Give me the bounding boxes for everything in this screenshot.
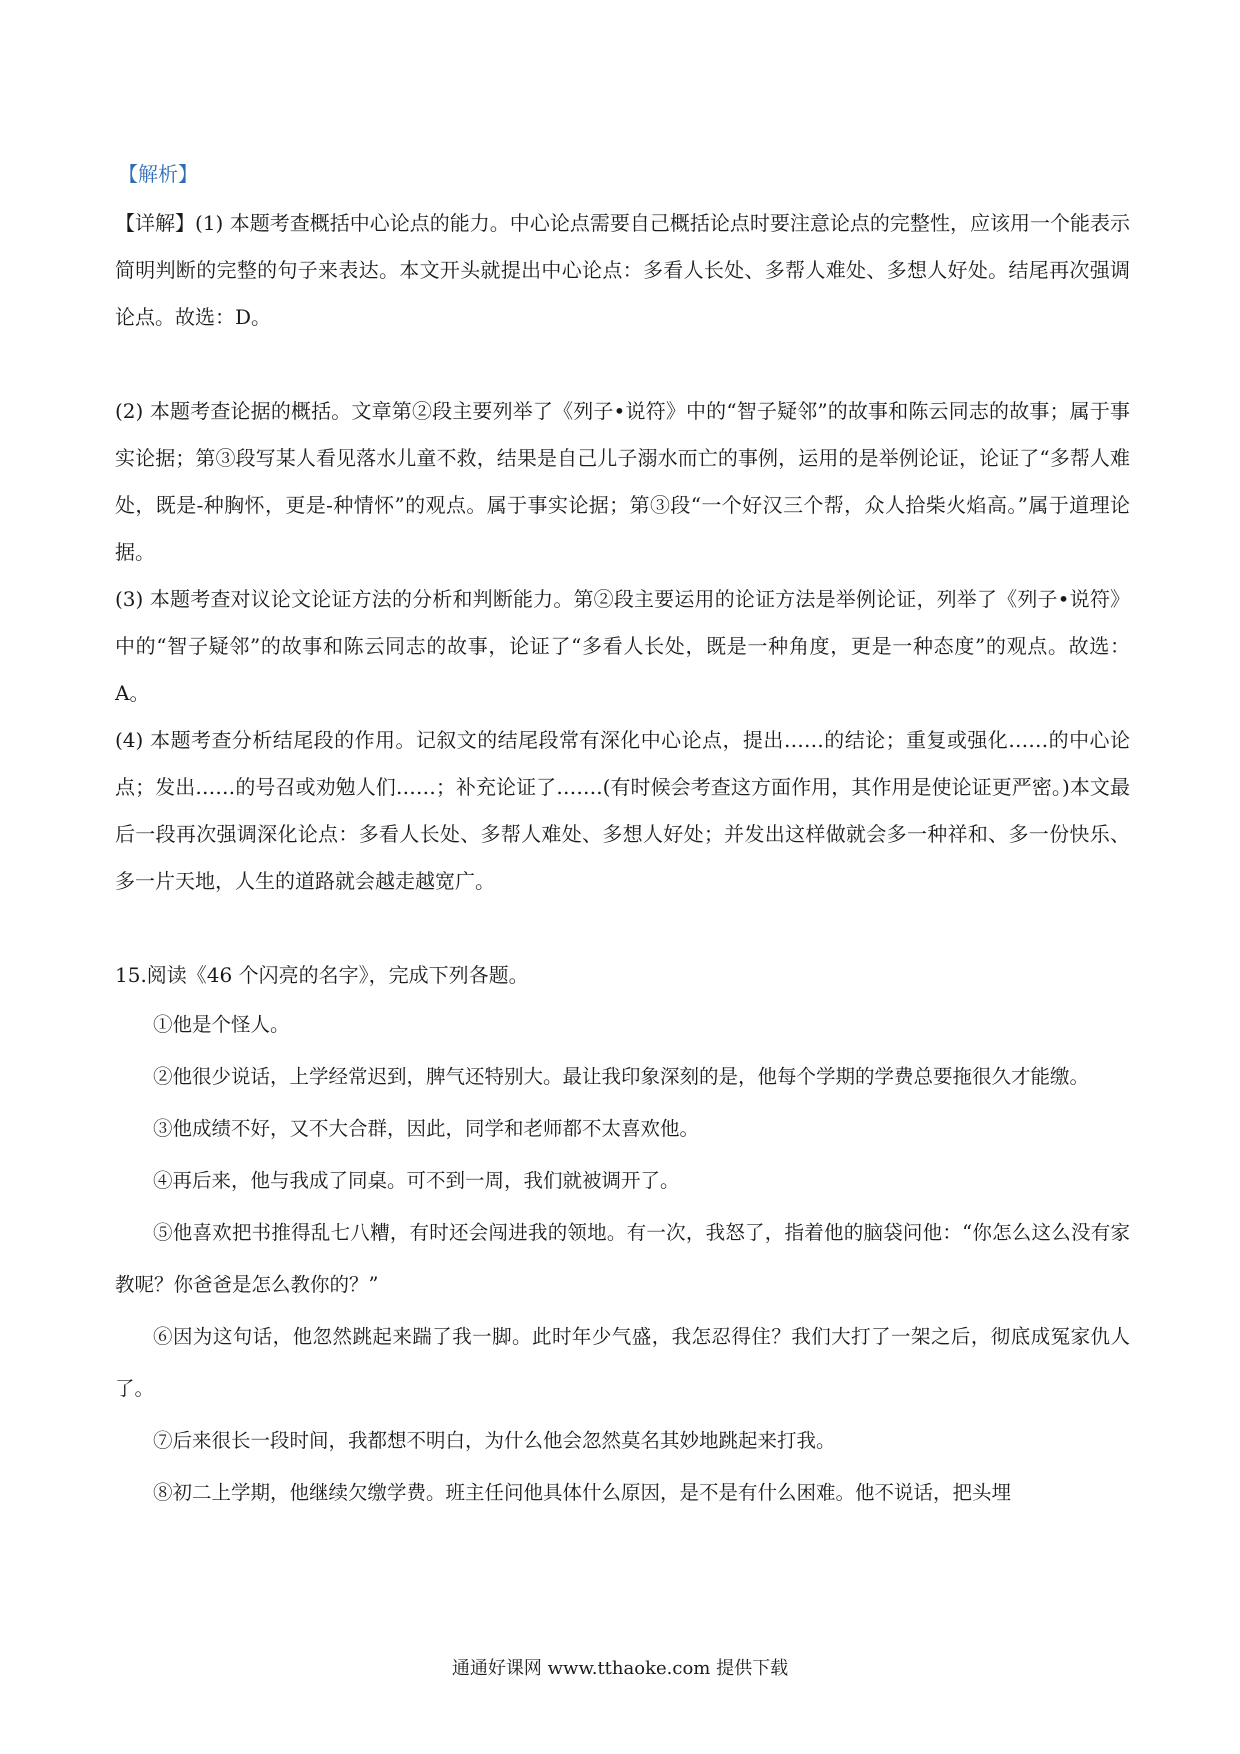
passage-paragraph-3: ③他成绩不好，又不大合群，因此，同学和老师都不太喜欢他。 bbox=[153, 1117, 700, 1140]
spacer bbox=[115, 905, 1130, 952]
passage-paragraph-2: ②他很少说话，上学经常迟到，脾气还特别大。最让我印象深刻的是，他每个学期的学费总要拖很久才能缴。 bbox=[153, 1065, 1090, 1088]
passage-paragraph-4: ④再后来，他与我成了同桌。可不到一周，我们就被调开了。 bbox=[153, 1169, 680, 1192]
passage-paragraph-5: ⑤他喜欢把书推得乱七八糟，有时还会闯进我的领地。有一次，我怒了，指着他的脑袋问他：“你怎么这么没有家教呢？你爸爸是怎么教你的？” bbox=[115, 1221, 1130, 1296]
spacer bbox=[115, 341, 1130, 388]
analysis-paragraph-2: (2) 本题考查论据的概括。文章第②段主要列举了《列子•说符》中的“智子疑邻”的故事和陈云同志的故事；属于事实论据；第③段写某人看见落水儿童不救，结果是自己儿子溺水而亡的事例，运用的是举例论证，论证了“多帮人难处，既是-种胸怀，更是-种情怀”的观点。属于事实论据；第③段“一个好汉三个帮，众人拾柴火焰高。”属于道理论据。 bbox=[115, 399, 1130, 564]
page-content bbox=[115, 158, 1130, 1519]
passage-paragraph-7: ⑦后来很长一段时间，我都想不明白，为什么他会忽然莫名其妙地跳起来打我。 bbox=[153, 1429, 836, 1452]
analysis-label: 【解析】 bbox=[118, 162, 198, 186]
question-title: 15.阅读《46 个闪亮的名字》，完成下列各题。 bbox=[115, 963, 529, 987]
page-footer: 通通好课网 www.tthaoke.com 提供下载 bbox=[451, 1658, 789, 1679]
analysis-paragraph-3: (3) 本题考查对议论文论证方法的分析和判断能力。第②段主要运用的论证方法是举例论证，列举了《列子•说符》中的“智子疑邻”的故事和陈云同志的故事，论证了“多看人长处，既是一种角度，更是一种态度”的观点。故选：A。 bbox=[115, 587, 1130, 705]
passage-paragraph-8: ⑧初二上学期，他继续欠缴学费。班主任问他具体什么原因，是不是有什么困难。他不说话，把头埋 bbox=[153, 1481, 1012, 1504]
reading-passage bbox=[115, 999, 1130, 1519]
analysis-paragraph-4: (4) 本题考查分析结尾段的作用。记叙文的结尾段常有深化中心论点，提出……的结论；重复或强化……的中心论点；发出……的号召或劝勉人们……；补充论证了…….(有时候会考查这方面作用，其作用是使论证更严密。)本文最后一段再次强调深化论点：多看人长处、多帮人难处、多想人好处；并发出这样做就会多一种祥和、多一份快乐、多一片天地，人生的道路就会越走越宽广。 bbox=[115, 728, 1130, 893]
analysis-paragraph-1: 【详解】(1) 本题考查概括中心论点的能力。中心论点需要自己概括论点时要注意论点的完整性，应该用一个能表示简明判断的完整的句子来表达。本文开头就提出中心论点：多看人长处、多帮人难处、多想人好处。结尾再次强调论点。故选：D。 bbox=[115, 211, 1130, 329]
passage-paragraph-1: ①他是个怪人。 bbox=[153, 1013, 290, 1036]
passage-paragraph-6: ⑥因为这句话，他忽然跳起来踹了我一脚。此时年少气盛，我怎忍得住？我们大打了一架之后，彻底成冤家仇人了。 bbox=[115, 1325, 1130, 1400]
